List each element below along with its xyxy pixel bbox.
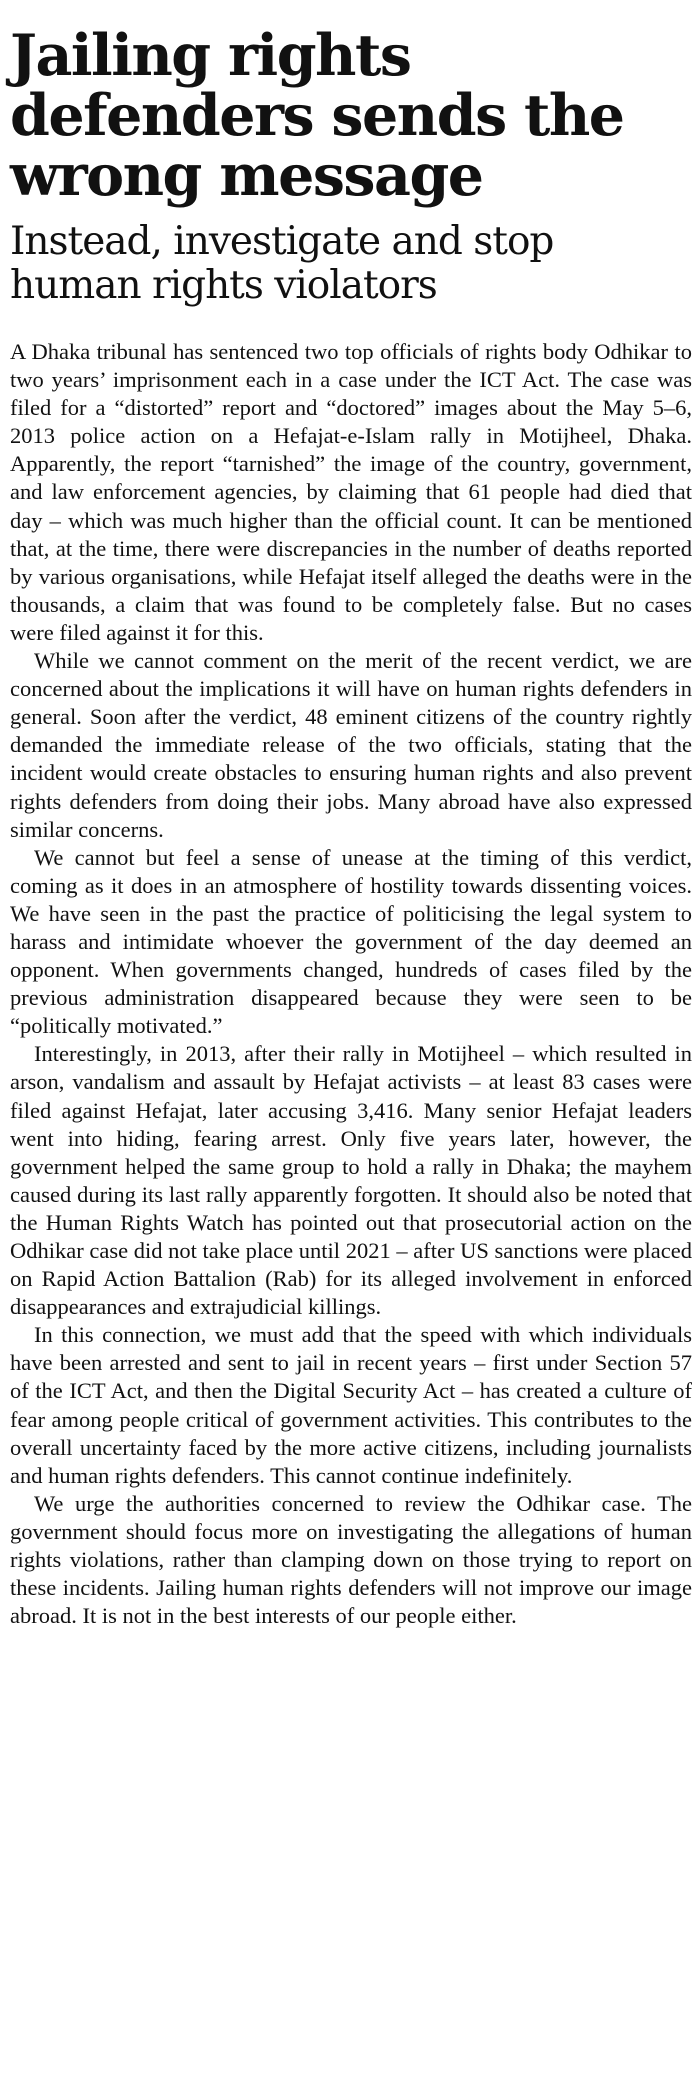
headline: Jailing rights defenders sends the wrong message (10, 22, 624, 209)
paragraph: Interestingly, in 2013, after their rally in Motijheel – which resulted in arson, vandalism and assault by Hefajat activists – at least 83 cases were filed against Hefajat, later accusing 3,416. Many senior Hefajat leaders went into hiding, fearing arrest. Only five years later, however, the government helped the same group to hold a rally in Dhaka; the mayhem caused during its last rally apparently forgotten. It should also be noted that the Human Rights Watch has pointed out that prosecutorial action on the Odhikar case did not take place until 2021 – after US sanctions were placed on Rapid Action Battalion (Rab) for its alleged involvement in enforced disappearances and extrajudicial killings. (10, 1041, 692, 1320)
subheadline: Instead, investigate and stop human rights violators (10, 219, 554, 308)
paragraph: While we cannot comment on the merit of the recent verdict, we are concerned about the implications it will have on human rights defenders in general. Soon after the verdict, 48 eminent citizens of the country rightly demanded the immediate release of the two officials, stating that the incident would create obstacles to ensuring human rights and also prevent rights defenders from doing their jobs. Many abroad have also expressed similar concerns. (10, 648, 692, 842)
paragraph: In this connection, we must add that the speed with which individuals have been arrested and sent to jail in recent years – first under Section 57 of the ICT Act, and then the Digital Security Act – has created a culture of fear among people critical of government activities. This contributes to the overall uncertainty faced by the more active citizens, including journalists and human rights defenders. This cannot continue indefinitely. (10, 1322, 692, 1488)
paragraph: We cannot but feel a sense of unease at the timing of this verdict, coming as it does in an atmosphere of hostility towards dissenting voices. We have seen in the past the practice of politicising the legal system to harass and intimidate whoever the government of the day deemed an opponent. When governments changed, hundreds of cases filed by the previous administration disappeared because they were seen to be “politically motivated.” (10, 844, 692, 1039)
paragraph: We urge the authorities concerned to review the Odhikar case. The government should focus more on investigating the allegations of human rights violations, rather than clamping down on those trying to report on these incidents. Jailing human rights defenders will not improve our image abroad. It is not in the best interests of our people either. (10, 1490, 692, 1629)
article-body (10, 338, 692, 1630)
paragraph: A Dhaka tribunal has sentenced two top officials of rights body Odhikar to two years’ imprisonment each in a case under the ICT Act. The case was filed for a “distorted” report and “doctored” images about the May 5–6, 2013 police action on a Hefajat-e-Islam rally in Motijheel, Dhaka. Apparently, the report “tarnished” the image of the country, government, and law enforcement agencies, by claiming that 61 people had died that day – which was much higher than the official count. It can be mentioned that, at the time, there were discrepancies in the number of deaths reported by various organisations, while Hefajat itself alleged the deaths were in the thousands, a claim that was found to be completely false. But no cases were filed against it for this. (10, 339, 692, 645)
